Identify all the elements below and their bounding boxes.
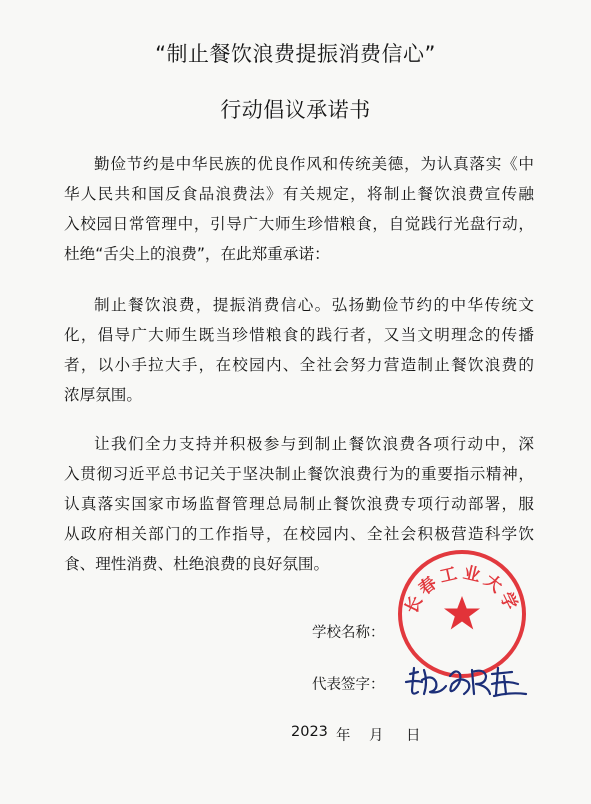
representative-signature-label: 代表签字：	[312, 677, 385, 693]
document-title: “制止餐饮浪费提振消费信心”	[155, 42, 436, 66]
paragraph-intro	[64, 149, 534, 269]
paragraph-line: 让我们全力支持并积极参与到制止餐饮浪费各项行动中，深	[94, 435, 534, 453]
paragraph-line: 勤俭节约是中华民族的优良作风和传统美德，为认真落实《中	[94, 155, 534, 173]
date-year: 2023	[291, 724, 328, 740]
paragraph-line: 认真落实国家市场监督管理总局制止餐饮浪费专项行动部署，服	[64, 495, 534, 513]
paragraph-line: 化，倡导广大师生既当珍惜粮食的践行者，又当文明理念的传播	[64, 326, 534, 344]
seal-text-path: 长春工业大学	[401, 563, 523, 617]
paragraph-commitment	[64, 290, 534, 410]
school-name-label: 学校名称：	[312, 625, 385, 641]
paragraph-line: 入贯彻习近平总书记关于坚决制止餐饮浪费行为的重要指示精神，	[64, 465, 534, 483]
date-day-label: 日	[406, 728, 421, 744]
paragraph-line: 华人民共和国反食品浪费法》有关规定，将制止餐饮浪费宣传融	[64, 185, 534, 203]
paragraph-line: 食、理性消费、杜绝浪费的良好氛围。	[64, 555, 330, 573]
handwritten-signature	[402, 660, 532, 704]
paragraph-line: 者，以小手拉大手，在校园内、全社会努力营造制止餐饮浪费的	[64, 356, 534, 374]
paragraph-line: 从政府相关部门的工作指导，在校园内、全社会积极营造科学饮	[64, 525, 534, 543]
paragraph-line: 浓厚氛围。	[64, 386, 142, 404]
date-month-label: 月	[369, 728, 384, 744]
document-subtitle: 行动倡议承诺书	[220, 98, 371, 122]
date-year-label: 年	[336, 728, 351, 744]
star-icon	[444, 596, 480, 630]
paragraph-line: 入校园日常管理中，引导广大师生珍惜粮食，自觉践行光盘行动，	[64, 215, 534, 233]
paragraph-line: 杜绝“舌尖上的浪费”，在此郑重承诺：	[64, 245, 330, 263]
paragraph-line: 制止餐饮浪费，提振消费信心。弘扬勤俭节约的中华传统文	[94, 296, 534, 314]
